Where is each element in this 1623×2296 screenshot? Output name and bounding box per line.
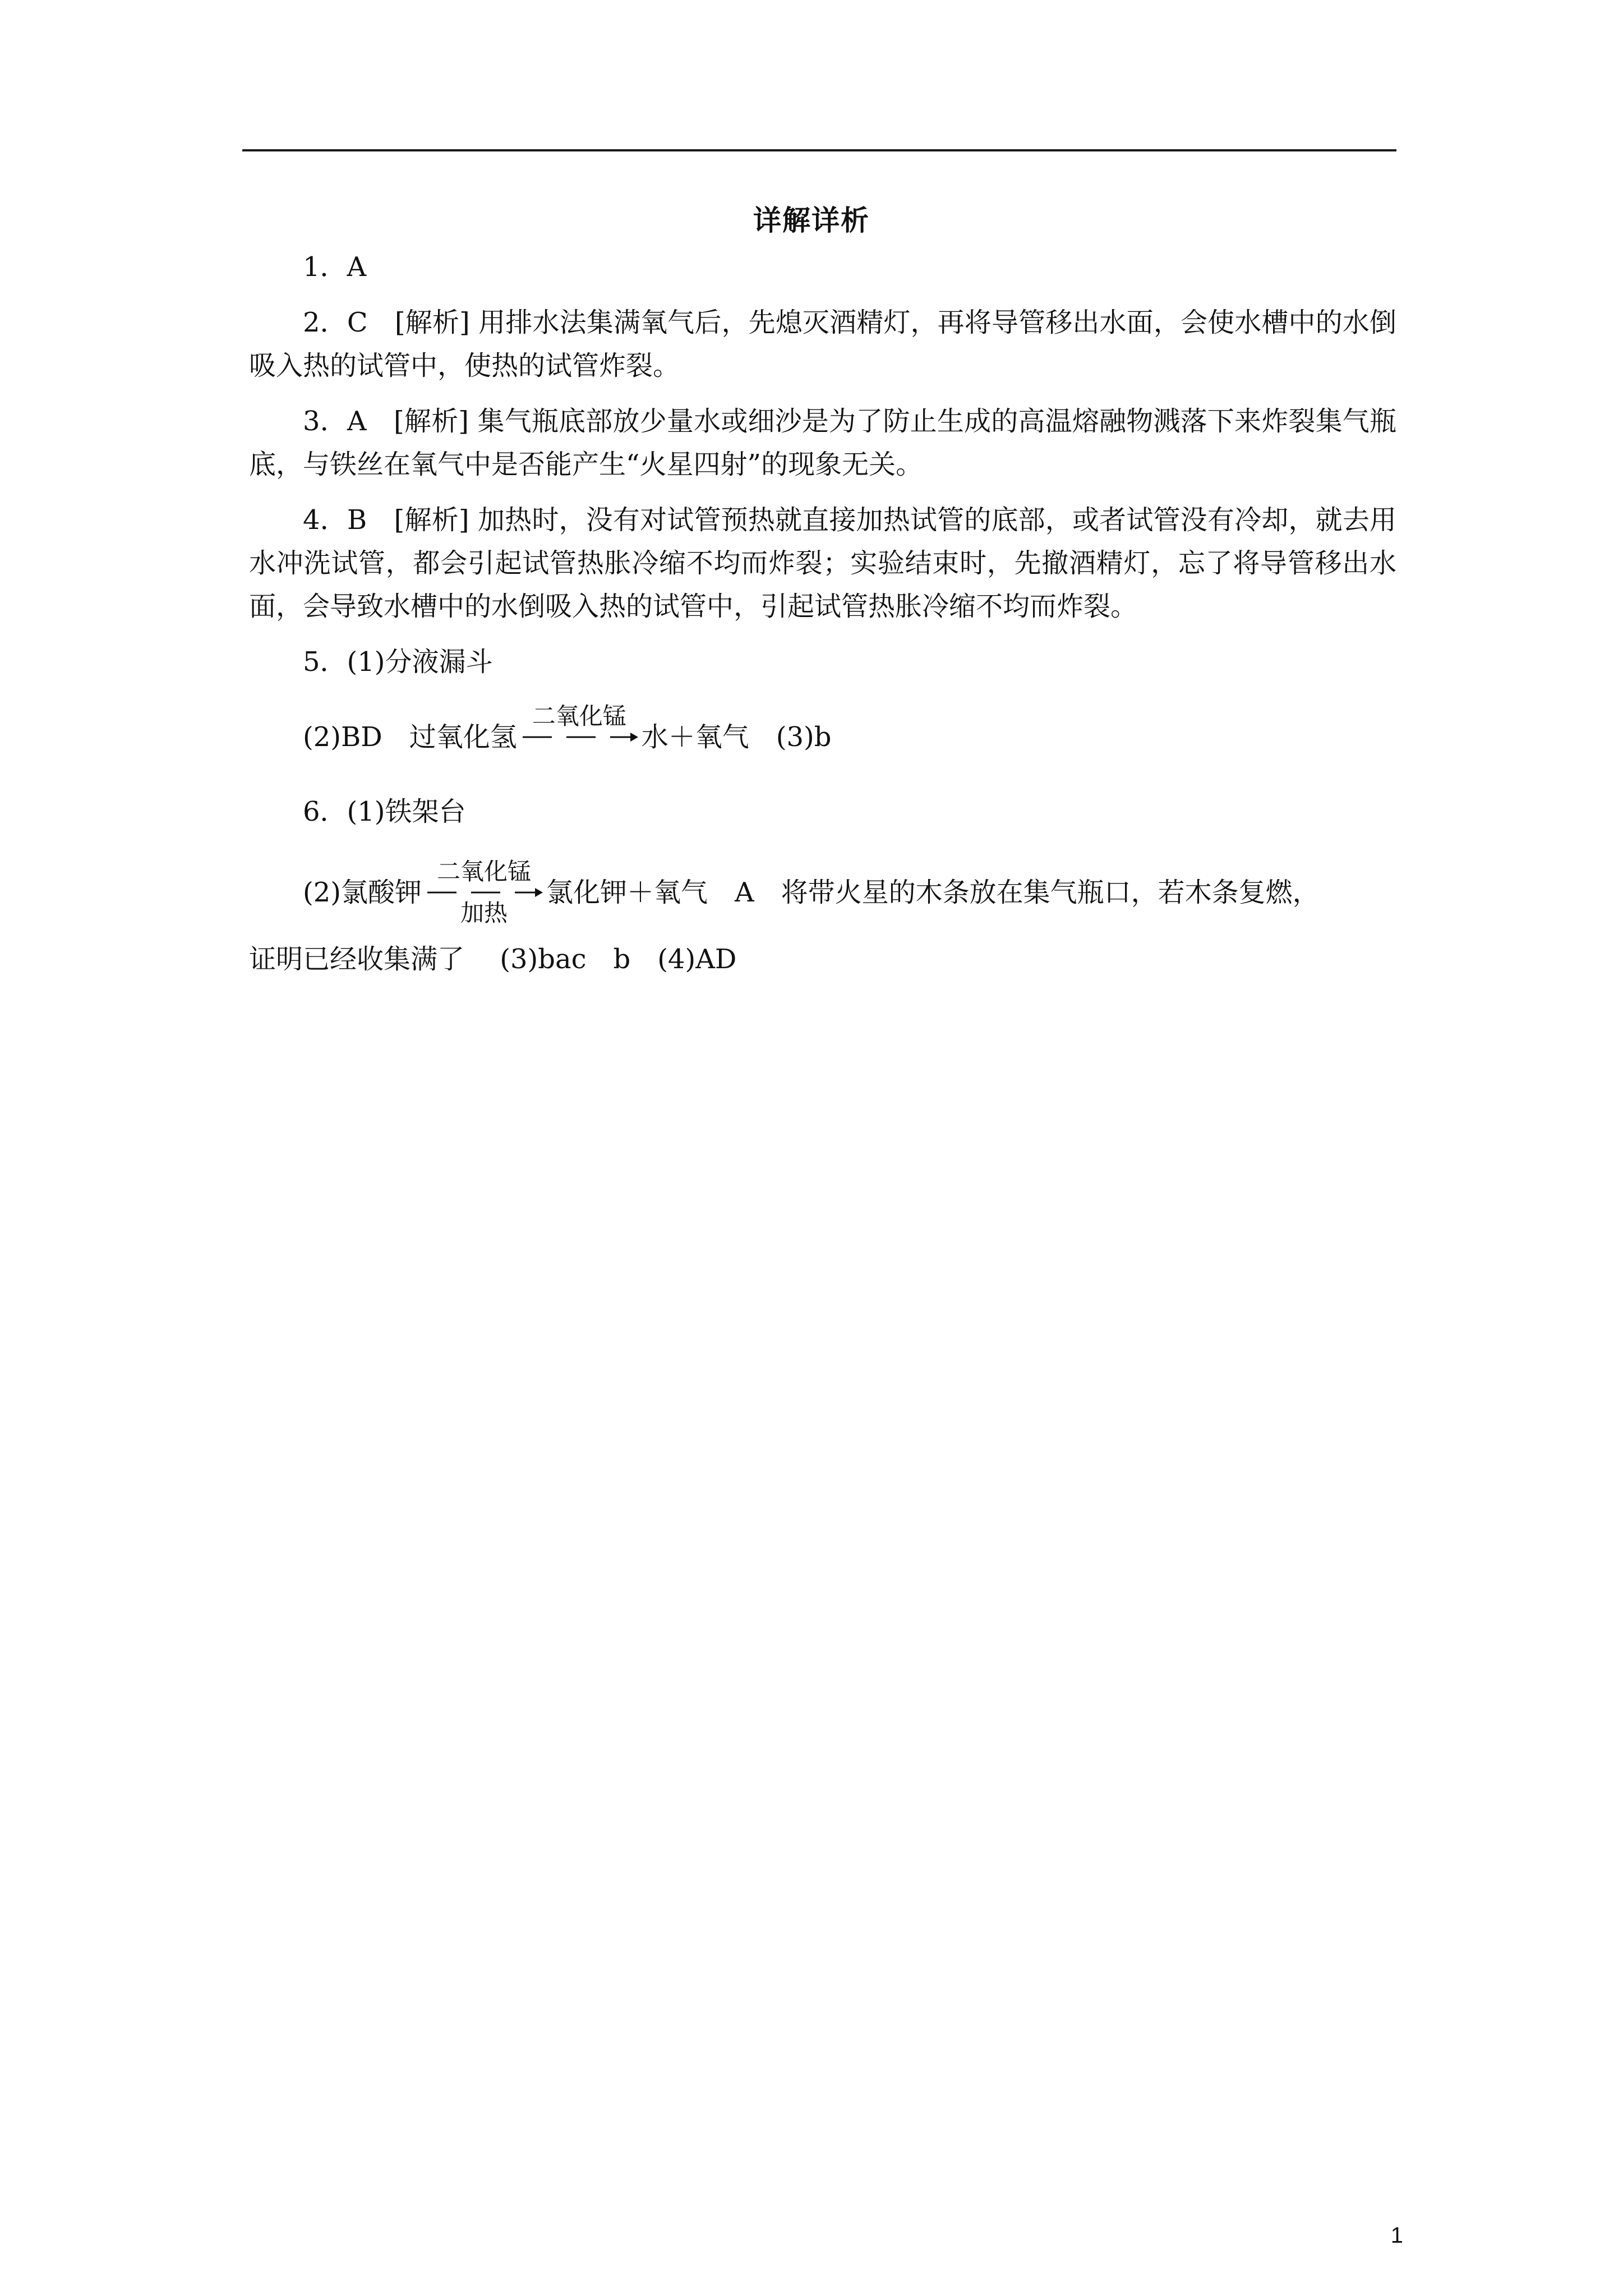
page-title: 详解详析 (753, 204, 870, 237)
answer-6-part-1: 6．(1)铁架台 (303, 796, 466, 827)
q6-condition-top: 二氧化锰 (436, 858, 531, 885)
q5-condition-top: 二氧化锰 (532, 702, 626, 730)
answer-5-part-1: 5．(1)分液漏斗 (303, 646, 493, 678)
q6-condition-bottom: 加热 (460, 899, 508, 927)
q6-rest: A 将带火星的木条放在集气瓶口，若木条复燃， (735, 876, 1320, 908)
reaction-arrow-q5 (520, 702, 638, 772)
q5-products: 水＋氧气 (641, 721, 749, 753)
reaction-arrow-icon (520, 731, 638, 743)
answer-6-continuation: 证明已经收集满了 (3)bac b (4)AD (249, 944, 737, 975)
answer-6-part-2 (249, 850, 1396, 935)
answer-2: 2．C [解析] 用排水法集满氧气后，先熄灭酒精灯，再将导管移出水面，会使水槽中的水倒吸入热的试管中，使热的试管炸裂。 (249, 307, 1396, 381)
q6-prefix: (2)氯酸钾 (303, 876, 422, 908)
q5-prefix: (2)BD 过氧化氢 (303, 721, 517, 753)
answer-3: 3．A [解析] 集气瓶底部放少量水或细沙是为了防止生成的高温熔融物溅落下来炸裂集气瓶底，与铁丝在氧气中是否能产生“火星四射”的现象无关。 (249, 406, 1396, 480)
header-rule (242, 149, 1396, 151)
reaction-arrow-icon (425, 886, 543, 899)
page-number: 1 (1390, 2223, 1403, 2248)
answer-content (249, 246, 1396, 981)
q6-products: 氯化钾＋氧气 (546, 876, 708, 908)
answer-4: 4．B [解析] 加热时，没有对试管预热就直接加热试管的底部，或者试管没有冷却，就去用水冲洗试管，都会引起试管热胀冷缩不均而炸裂；实验结束时，先撤酒精灯，忘了将导管移出水面，会导致水槽中的水倒吸入热的试管中，引起试管热胀冷缩不均而炸裂。 (249, 504, 1396, 622)
reaction-arrow-q6 (425, 857, 543, 928)
answer-1: 1．A (303, 251, 367, 283)
answer-5-part-2 (249, 701, 1396, 774)
q5-suffix: (3)b (776, 721, 832, 753)
